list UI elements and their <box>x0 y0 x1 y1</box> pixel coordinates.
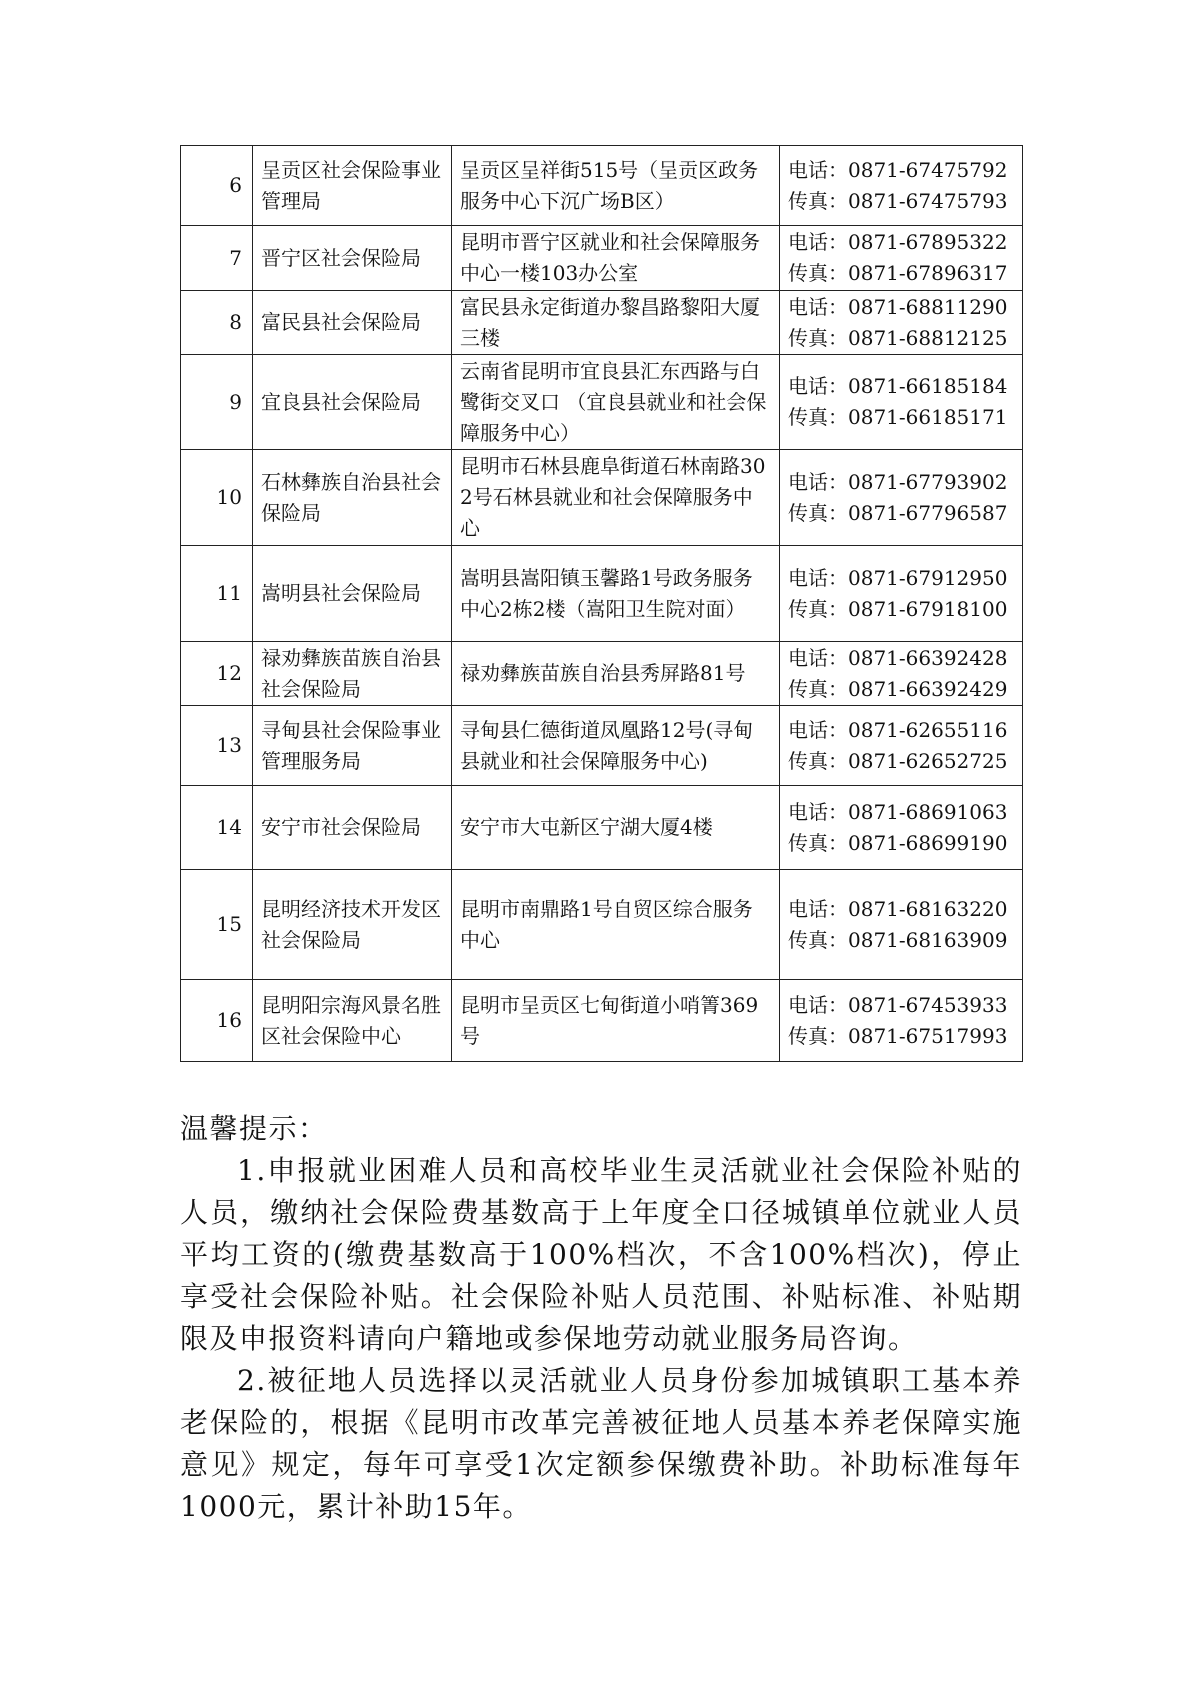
fax-number: 传真：0871-67796587 <box>788 500 1008 525</box>
agency-address: 昆明市呈贡区七甸街道小哨箐369号 <box>452 980 780 1062</box>
fax-number: 传真：0871-67517993 <box>788 1023 1008 1048</box>
contact-cell <box>780 706 1023 786</box>
contact-cell <box>780 450 1023 546</box>
row-number: 11 <box>181 546 253 642</box>
phone-number: 电话：0871-68691063 <box>788 799 1008 824</box>
table-row <box>181 786 1023 870</box>
row-number: 15 <box>181 870 253 980</box>
tips-title: 温馨提示： <box>180 1112 328 1145</box>
fax-number: 传真：0871-66185171 <box>788 405 1008 429</box>
agency-address: 昆明市石林县鹿阜街道石林南路302号石林县就业和社会保障服务中心 <box>452 450 780 546</box>
phone-number: 电话：0871-68811290 <box>788 294 1008 319</box>
phone-number: 电话：0871-67895322 <box>788 230 1008 254</box>
row-number: 7 <box>181 226 253 291</box>
agency-address: 嵩明县嵩阳镇玉馨路1号政务服务中心2栋2楼（嵩阳卫生院对面） <box>452 546 780 642</box>
row-number: 14 <box>181 786 253 870</box>
table-row <box>181 291 1023 355</box>
fax-number: 传真：0871-68163909 <box>788 927 1008 952</box>
agency-name: 富民县社会保险局 <box>253 291 452 355</box>
agency-name: 呈贡区社会保险事业管理局 <box>253 146 452 226</box>
row-number: 10 <box>181 450 253 546</box>
contact-cell <box>780 870 1023 980</box>
phone-number: 电话：0871-67793902 <box>788 469 1008 494</box>
fax-number: 传真：0871-68699190 <box>788 830 1008 855</box>
fax-number: 传真：0871-68812125 <box>788 325 1008 350</box>
tip-item-2: 2.被征地人员选择以灵活就业人员身份参加城镇职工基本养老保险的，根据《昆明市改革完善被征地人员基本养老保障实施意见》规定，每年可享受1次定额参保缴费补助。补助标准每年1000元，累计补助15年。 <box>180 1364 1022 1523</box>
agency-name: 禄劝彝族苗族自治县社会保险局 <box>253 642 452 706</box>
contact-cell <box>780 786 1023 870</box>
row-number: 8 <box>181 291 253 355</box>
contact-cell <box>780 355 1023 450</box>
agency-name: 昆明阳宗海风景名胜区社会保险中心 <box>253 980 452 1062</box>
agency-address: 昆明市南鼎路1号自贸区综合服务中心 <box>452 870 780 980</box>
agency-address: 富民县永定街道办黎昌路黎阳大厦三楼 <box>452 291 780 355</box>
phone-number: 电话：0871-62655116 <box>788 717 1008 742</box>
tip-item-1: 1.申报就业困难人员和高校毕业生灵活就业社会保险补贴的人员，缴纳社会保险费基数高于上年度全口径城镇单位就业人员平均工资的(缴费基数高于100%档次，不含100%档次)，停止享受社会保险补贴。社会保险补贴人员范围、补贴标准、补贴期限及申报资料请向户籍地或参保地劳动就业服务局咨询。 <box>180 1154 1022 1355</box>
contact-cell <box>780 226 1023 291</box>
agency-name: 安宁市社会保险局 <box>253 786 452 870</box>
agency-name: 晋宁区社会保险局 <box>253 226 452 291</box>
contact-cell <box>780 642 1023 706</box>
table-row <box>181 642 1023 706</box>
phone-number: 电话：0871-68163220 <box>788 896 1008 921</box>
tips-section <box>180 1108 1022 1528</box>
row-number: 16 <box>181 980 253 1062</box>
agency-contact-table <box>180 145 1023 1062</box>
contact-cell <box>780 291 1023 355</box>
agency-address: 昆明市晋宁区就业和社会保障服务中心一楼103办公室 <box>452 226 780 291</box>
agency-address: 禄劝彝族苗族自治县秀屏路81号 <box>452 642 780 706</box>
phone-number: 电话：0871-67475792 <box>788 157 1008 182</box>
agency-address: 安宁市大屯新区宁湖大厦4楼 <box>452 786 780 870</box>
agency-name: 昆明经济技术开发区社会保险局 <box>253 870 452 980</box>
fax-number: 传真：0871-66392429 <box>788 676 1008 701</box>
fax-number: 传真：0871-62652725 <box>788 748 1008 773</box>
fax-number: 传真：0871-67475793 <box>788 188 1008 213</box>
agency-name: 嵩明县社会保险局 <box>253 546 452 642</box>
table-row <box>181 355 1023 450</box>
fax-number: 传真：0871-67896317 <box>788 261 1008 285</box>
table-row <box>181 226 1023 291</box>
agency-address: 云南省昆明市宜良县汇东西路与白鹭街交叉口 （宜良县就业和社会保障服务中心） <box>452 355 780 450</box>
agency-name: 寻甸县社会保险事业管理服务局 <box>253 706 452 786</box>
row-number: 13 <box>181 706 253 786</box>
contact-cell <box>780 980 1023 1062</box>
row-number: 12 <box>181 642 253 706</box>
phone-number: 电话：0871-67453933 <box>788 992 1008 1017</box>
agency-name: 宜良县社会保险局 <box>253 355 452 450</box>
table-row <box>181 870 1023 980</box>
agency-address: 呈贡区呈祥街515号（呈贡区政务服务中心下沉广场B区） <box>452 146 780 226</box>
table-row <box>181 546 1023 642</box>
agency-address: 寻甸县仁德街道凤凰路12号(寻甸县就业和社会保障服务中心) <box>452 706 780 786</box>
phone-number: 电话：0871-66392428 <box>788 645 1008 670</box>
table-row <box>181 450 1023 546</box>
fax-number: 传真：0871-67918100 <box>788 596 1008 621</box>
table-row <box>181 146 1023 226</box>
row-number: 9 <box>181 355 253 450</box>
agency-name: 石林彝族自治县社会保险局 <box>253 450 452 546</box>
table-row <box>181 980 1023 1062</box>
phone-number: 电话：0871-67912950 <box>788 565 1008 590</box>
row-number: 6 <box>181 146 253 226</box>
contact-cell <box>780 146 1023 226</box>
contact-cell <box>780 546 1023 642</box>
phone-number: 电话：0871-66185184 <box>788 374 1008 398</box>
table-row <box>181 706 1023 786</box>
